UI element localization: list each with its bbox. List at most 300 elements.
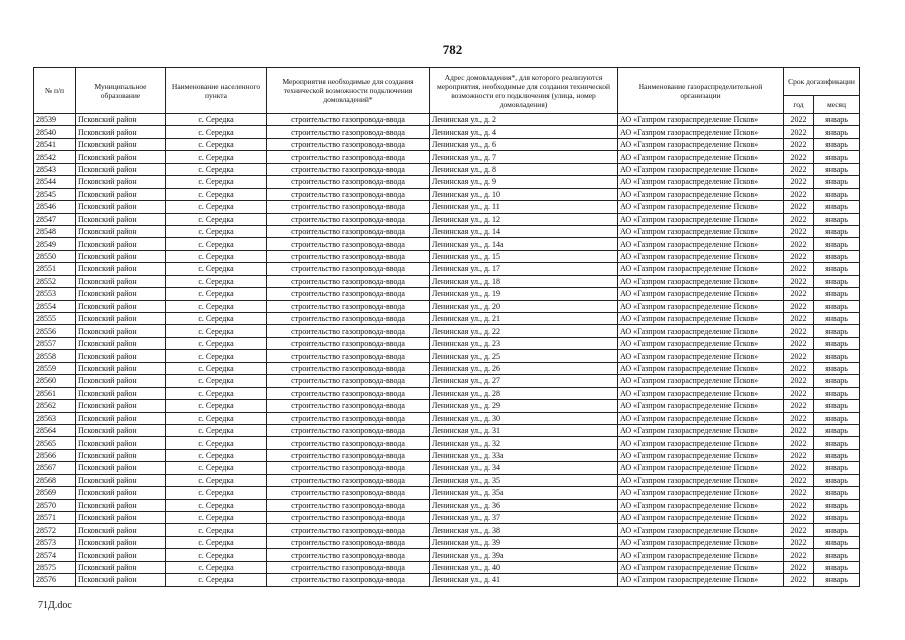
measure-cell: строительство газопровода-ввода — [267, 176, 430, 188]
year-cell: 2022 — [784, 499, 814, 511]
settlement-cell: с. Середка — [166, 114, 267, 126]
row-number-cell: 28558 — [34, 350, 76, 362]
table-row — [34, 512, 860, 524]
month-cell: январь — [814, 238, 860, 250]
month-cell: январь — [814, 300, 860, 312]
month-cell: январь — [814, 288, 860, 300]
month-cell: январь — [814, 499, 860, 511]
header-measures: Мероприятия необходимые для создания технической возможности подключения домовладений* — [267, 68, 430, 114]
month-cell: январь — [814, 275, 860, 287]
settlement-cell: с. Середка — [166, 250, 267, 262]
municipality-cell: Псковский район — [76, 263, 166, 275]
settlement-cell: с. Середка — [166, 225, 267, 237]
month-cell: январь — [814, 437, 860, 449]
measure-cell: строительство газопровода-ввода — [267, 561, 430, 573]
measure-cell: строительство газопровода-ввода — [267, 275, 430, 287]
year-cell: 2022 — [784, 474, 814, 486]
row-number-cell: 28544 — [34, 176, 76, 188]
measure-cell: строительство газопровода-ввода — [267, 499, 430, 511]
month-cell: январь — [814, 524, 860, 536]
row-number-cell: 28565 — [34, 437, 76, 449]
year-cell: 2022 — [784, 412, 814, 424]
settlement-cell: с. Середка — [166, 275, 267, 287]
settlement-cell: с. Середка — [166, 325, 267, 337]
measure-cell: строительство газопровода-ввода — [267, 449, 430, 461]
gas-org-cell: АО «Газпром газораспределение Псков» — [618, 151, 784, 163]
municipality-cell: Псковский район — [76, 350, 166, 362]
table-row — [34, 350, 860, 362]
table-row — [34, 238, 860, 250]
settlement-cell: с. Середка — [166, 512, 267, 524]
table-row — [34, 424, 860, 436]
table-row — [34, 524, 860, 536]
settlement-cell: с. Середка — [166, 487, 267, 499]
measure-cell: строительство газопровода-ввода — [267, 163, 430, 175]
row-number-cell: 28574 — [34, 549, 76, 561]
address-cell: Ленинская ул., д. 27 — [430, 375, 618, 387]
municipality-cell: Псковский район — [76, 300, 166, 312]
table-row — [34, 201, 860, 213]
table-row — [34, 163, 860, 175]
address-cell: Ленинская ул., д. 28 — [430, 387, 618, 399]
settlement-cell: с. Середка — [166, 524, 267, 536]
settlement-cell: с. Середка — [166, 424, 267, 436]
row-number-cell: 28571 — [34, 512, 76, 524]
gas-org-cell: АО «Газпром газораспределение Псков» — [618, 337, 784, 349]
measure-cell: строительство газопровода-ввода — [267, 400, 430, 412]
measure-cell: строительство газопровода-ввода — [267, 412, 430, 424]
municipality-cell: Псковский район — [76, 126, 166, 138]
year-cell: 2022 — [784, 114, 814, 126]
municipality-cell: Псковский район — [76, 524, 166, 536]
measure-cell: строительство газопровода-ввода — [267, 437, 430, 449]
table-header — [34, 68, 860, 114]
year-cell: 2022 — [784, 138, 814, 150]
measure-cell: строительство газопровода-ввода — [267, 201, 430, 213]
row-number-cell: 28556 — [34, 325, 76, 337]
municipality-cell: Псковский район — [76, 561, 166, 573]
municipality-cell: Псковский район — [76, 387, 166, 399]
municipality-cell: Псковский район — [76, 362, 166, 374]
month-cell: январь — [814, 487, 860, 499]
settlement-cell: с. Середка — [166, 362, 267, 374]
measure-cell: строительство газопровода-ввода — [267, 126, 430, 138]
page-number: 782 — [442, 42, 463, 57]
gas-org-cell: АО «Газпром газораспределение Псков» — [618, 536, 784, 548]
settlement-cell: с. Середка — [166, 375, 267, 387]
row-number-cell: 28572 — [34, 524, 76, 536]
address-cell: Ленинская ул., д. 35 — [430, 474, 618, 486]
month-cell: январь — [814, 424, 860, 436]
measure-cell: строительство газопровода-ввода — [267, 462, 430, 474]
table-row — [34, 138, 860, 150]
address-cell: Ленинская ул., д. 37 — [430, 512, 618, 524]
month-cell: январь — [814, 462, 860, 474]
gas-org-cell: АО «Газпром газораспределение Псков» — [618, 188, 784, 200]
row-number-cell: 28539 — [34, 114, 76, 126]
header-num: № п/п — [34, 68, 76, 114]
month-cell: январь — [814, 263, 860, 275]
municipality-cell: Псковский район — [76, 238, 166, 250]
settlement-cell: с. Середка — [166, 400, 267, 412]
year-cell: 2022 — [784, 387, 814, 399]
municipality-cell: Псковский район — [76, 163, 166, 175]
month-cell: январь — [814, 574, 860, 586]
table-row — [34, 337, 860, 349]
month-cell: январь — [814, 512, 860, 524]
gas-org-cell: АО «Газпром газораспределение Псков» — [618, 325, 784, 337]
gas-org-cell: АО «Газпром газораспределение Псков» — [618, 512, 784, 524]
row-number-cell: 28541 — [34, 138, 76, 150]
year-cell: 2022 — [784, 263, 814, 275]
table-row — [34, 474, 860, 486]
month-cell: январь — [814, 449, 860, 461]
gas-org-cell: АО «Газпром газораспределение Псков» — [618, 201, 784, 213]
table-row — [34, 313, 860, 325]
address-cell: Ленинская ул., д. 26 — [430, 362, 618, 374]
measure-cell: строительство газопровода-ввода — [267, 288, 430, 300]
gas-org-cell: АО «Газпром газораспределение Псков» — [618, 313, 784, 325]
year-cell: 2022 — [784, 213, 814, 225]
municipality-cell: Псковский район — [76, 412, 166, 424]
settlement-cell: с. Середка — [166, 163, 267, 175]
address-cell: Ленинская ул., д. 25 — [430, 350, 618, 362]
month-cell: январь — [814, 400, 860, 412]
year-cell: 2022 — [784, 524, 814, 536]
year-cell: 2022 — [784, 188, 814, 200]
municipality-cell: Псковский район — [76, 275, 166, 287]
year-cell: 2022 — [784, 300, 814, 312]
municipality-cell: Псковский район — [76, 375, 166, 387]
address-cell: Ленинская ул., д. 9 — [430, 176, 618, 188]
month-cell: январь — [814, 163, 860, 175]
municipality-cell: Псковский район — [76, 288, 166, 300]
settlement-cell: с. Середка — [166, 176, 267, 188]
table-row — [34, 325, 860, 337]
measure-cell: строительство газопровода-ввода — [267, 300, 430, 312]
gas-org-cell: АО «Газпром газораспределение Псков» — [618, 412, 784, 424]
address-cell: Ленинская ул., д. 29 — [430, 400, 618, 412]
row-number-cell: 28566 — [34, 449, 76, 461]
municipality-cell: Псковский район — [76, 499, 166, 511]
gas-org-cell: АО «Газпром газораспределение Псков» — [618, 126, 784, 138]
year-cell: 2022 — [784, 337, 814, 349]
municipality-cell: Псковский район — [76, 549, 166, 561]
measure-cell: строительство газопровода-ввода — [267, 536, 430, 548]
table-row — [34, 250, 860, 262]
row-number-cell: 28557 — [34, 337, 76, 349]
table-row — [34, 275, 860, 287]
table-row — [34, 574, 860, 586]
row-number-cell: 28569 — [34, 487, 76, 499]
header-month: месяц — [814, 96, 860, 114]
gas-org-cell: АО «Газпром газораспределение Псков» — [618, 250, 784, 262]
row-number-cell: 28568 — [34, 474, 76, 486]
address-cell: Ленинская ул., д. 12 — [430, 213, 618, 225]
address-cell: Ленинская ул., д. 32 — [430, 437, 618, 449]
municipality-cell: Псковский район — [76, 462, 166, 474]
table-row — [34, 126, 860, 138]
address-cell: Ленинская ул., д. 41 — [430, 574, 618, 586]
row-number-cell: 28550 — [34, 250, 76, 262]
municipality-cell: Псковский район — [76, 337, 166, 349]
municipality-cell: Псковский район — [76, 313, 166, 325]
measure-cell: строительство газопровода-ввода — [267, 474, 430, 486]
header-settlement: Наименование населенного пункта — [166, 68, 267, 114]
measure-cell: строительство газопровода-ввода — [267, 512, 430, 524]
row-number-cell: 28561 — [34, 387, 76, 399]
municipality-cell: Псковский район — [76, 474, 166, 486]
row-number-cell: 28562 — [34, 400, 76, 412]
file-name-footer: 71Д.doc — [38, 600, 72, 611]
table-row — [34, 225, 860, 237]
header-year: год — [784, 96, 814, 114]
year-cell: 2022 — [784, 400, 814, 412]
settlement-cell: с. Середка — [166, 138, 267, 150]
year-cell: 2022 — [784, 176, 814, 188]
settlement-cell: с. Середка — [166, 462, 267, 474]
table-row — [34, 176, 860, 188]
year-cell: 2022 — [784, 238, 814, 250]
month-cell: январь — [814, 375, 860, 387]
month-cell: январь — [814, 362, 860, 374]
gas-org-cell: АО «Газпром газораспределение Псков» — [618, 387, 784, 399]
row-number-cell: 28559 — [34, 362, 76, 374]
gas-org-cell: АО «Газпром газораспределение Псков» — [618, 138, 784, 150]
settlement-cell: с. Середка — [166, 549, 267, 561]
table-row — [34, 151, 860, 163]
table-body — [34, 114, 860, 587]
gas-org-cell: АО «Газпром газораспределение Псков» — [618, 574, 784, 586]
year-cell: 2022 — [784, 574, 814, 586]
row-number-cell: 28540 — [34, 126, 76, 138]
row-number-cell: 28575 — [34, 561, 76, 573]
table-row — [34, 188, 860, 200]
municipality-cell: Псковский район — [76, 487, 166, 499]
settlement-cell: с. Середка — [166, 238, 267, 250]
gas-org-cell: АО «Газпром газораспределение Псков» — [618, 375, 784, 387]
address-cell: Ленинская ул., д. 19 — [430, 288, 618, 300]
row-number-cell: 28548 — [34, 225, 76, 237]
settlement-cell: с. Середка — [166, 213, 267, 225]
year-cell: 2022 — [784, 163, 814, 175]
month-cell: январь — [814, 188, 860, 200]
address-cell: Ленинская ул., д. 14 — [430, 225, 618, 237]
gas-org-cell: АО «Газпром газораспределение Псков» — [618, 437, 784, 449]
municipality-cell: Псковский район — [76, 400, 166, 412]
table-row — [34, 114, 860, 126]
gas-org-cell: АО «Газпром газораспределение Псков» — [618, 350, 784, 362]
row-number-cell: 28552 — [34, 275, 76, 287]
address-cell: Ленинская ул., д. 22 — [430, 325, 618, 337]
table-row — [34, 499, 860, 511]
month-cell: январь — [814, 225, 860, 237]
row-number-cell: 28542 — [34, 151, 76, 163]
address-cell: Ленинская ул., д. 2 — [430, 114, 618, 126]
settlement-cell: с. Середка — [166, 300, 267, 312]
address-cell: Ленинская ул., д. 38 — [430, 524, 618, 536]
address-cell: Ленинская ул., д. 30 — [430, 412, 618, 424]
settlement-cell: с. Середка — [166, 574, 267, 586]
year-cell: 2022 — [784, 126, 814, 138]
year-cell: 2022 — [784, 350, 814, 362]
header-deadline: Срок догазификации — [784, 68, 860, 96]
year-cell: 2022 — [784, 313, 814, 325]
gasification-table — [33, 67, 860, 587]
municipality-cell: Псковский район — [76, 151, 166, 163]
measure-cell: строительство газопровода-ввода — [267, 524, 430, 536]
measure-cell: строительство газопровода-ввода — [267, 263, 430, 275]
municipality-cell: Псковский район — [76, 225, 166, 237]
gas-org-cell: АО «Газпром газораспределение Псков» — [618, 225, 784, 237]
measure-cell: строительство газопровода-ввода — [267, 213, 430, 225]
measure-cell: строительство газопровода-ввода — [267, 350, 430, 362]
address-cell: Ленинская ул., д. 11 — [430, 201, 618, 213]
year-cell: 2022 — [784, 151, 814, 163]
table-row — [34, 300, 860, 312]
table-row — [34, 412, 860, 424]
settlement-cell: с. Середка — [166, 313, 267, 325]
address-cell: Ленинская ул., д. 14а — [430, 238, 618, 250]
settlement-cell: с. Середка — [166, 412, 267, 424]
year-cell: 2022 — [784, 201, 814, 213]
address-cell: Ленинская ул., д. 10 — [430, 188, 618, 200]
table-row — [34, 375, 860, 387]
month-cell: январь — [814, 325, 860, 337]
month-cell: январь — [814, 201, 860, 213]
settlement-cell: с. Середка — [166, 188, 267, 200]
row-number-cell: 28555 — [34, 313, 76, 325]
year-cell: 2022 — [784, 288, 814, 300]
settlement-cell: с. Середка — [166, 474, 267, 486]
row-number-cell: 28576 — [34, 574, 76, 586]
year-cell: 2022 — [784, 512, 814, 524]
municipality-cell: Псковский район — [76, 325, 166, 337]
month-cell: январь — [814, 412, 860, 424]
table-row — [34, 561, 860, 573]
measure-cell: строительство газопровода-ввода — [267, 424, 430, 436]
address-cell: Ленинская ул., д. 17 — [430, 263, 618, 275]
table-row — [34, 387, 860, 399]
settlement-cell: с. Середка — [166, 561, 267, 573]
measure-cell: строительство газопровода-ввода — [267, 574, 430, 586]
row-number-cell: 28570 — [34, 499, 76, 511]
gas-org-cell: АО «Газпром газораспределение Псков» — [618, 288, 784, 300]
measure-cell: строительство газопровода-ввода — [267, 313, 430, 325]
measure-cell: строительство газопровода-ввода — [267, 387, 430, 399]
municipality-cell: Псковский район — [76, 201, 166, 213]
table-row — [34, 362, 860, 374]
measure-cell: строительство газопровода-ввода — [267, 188, 430, 200]
row-number-cell: 28547 — [34, 213, 76, 225]
month-cell: январь — [814, 176, 860, 188]
row-number-cell: 28553 — [34, 288, 76, 300]
address-cell: Ленинская ул., д. 15 — [430, 250, 618, 262]
gas-org-cell: АО «Газпром газораспределение Псков» — [618, 275, 784, 287]
address-cell: Ленинская ул., д. 6 — [430, 138, 618, 150]
month-cell: январь — [814, 126, 860, 138]
year-cell: 2022 — [784, 536, 814, 548]
settlement-cell: с. Середка — [166, 449, 267, 461]
year-cell: 2022 — [784, 424, 814, 436]
year-cell: 2022 — [784, 275, 814, 287]
row-number-cell: 28573 — [34, 536, 76, 548]
address-cell: Ленинская ул., д. 34 — [430, 462, 618, 474]
address-cell: Ленинская ул., д. 8 — [430, 163, 618, 175]
gas-org-cell: АО «Газпром газораспределение Псков» — [618, 524, 784, 536]
year-cell: 2022 — [784, 325, 814, 337]
gas-org-cell: АО «Газпром газораспределение Псков» — [618, 549, 784, 561]
month-cell: январь — [814, 337, 860, 349]
table-row — [34, 213, 860, 225]
row-number-cell: 28549 — [34, 238, 76, 250]
address-cell: Ленинская ул., д. 21 — [430, 313, 618, 325]
row-number-cell: 28543 — [34, 163, 76, 175]
gas-org-cell: АО «Газпром газораспределение Псков» — [618, 474, 784, 486]
row-number-cell: 28551 — [34, 263, 76, 275]
month-cell: январь — [814, 474, 860, 486]
month-cell: январь — [814, 561, 860, 573]
month-cell: январь — [814, 387, 860, 399]
settlement-cell: с. Середка — [166, 263, 267, 275]
row-number-cell: 28545 — [34, 188, 76, 200]
gas-org-cell: АО «Газпром газораспределение Псков» — [618, 238, 784, 250]
month-cell: январь — [814, 549, 860, 561]
municipality-cell: Псковский район — [76, 512, 166, 524]
measure-cell: строительство газопровода-ввода — [267, 549, 430, 561]
table-row — [34, 487, 860, 499]
measure-cell: строительство газопровода-ввода — [267, 375, 430, 387]
settlement-cell: с. Середка — [166, 337, 267, 349]
measure-cell: строительство газопровода-ввода — [267, 325, 430, 337]
gas-org-cell: АО «Газпром газораспределение Псков» — [618, 449, 784, 461]
measure-cell: строительство газопровода-ввода — [267, 487, 430, 499]
month-cell: январь — [814, 350, 860, 362]
table-row — [34, 437, 860, 449]
municipality-cell: Псковский район — [76, 138, 166, 150]
gas-org-cell: АО «Газпром газораспределение Псков» — [618, 163, 784, 175]
measure-cell: строительство газопровода-ввода — [267, 225, 430, 237]
gas-org-cell: АО «Газпром газораспределение Псков» — [618, 424, 784, 436]
gas-org-cell: АО «Газпром газораспределение Псков» — [618, 176, 784, 188]
address-cell: Ленинская ул., д. 23 — [430, 337, 618, 349]
month-cell: январь — [814, 138, 860, 150]
year-cell: 2022 — [784, 449, 814, 461]
municipality-cell: Псковский район — [76, 213, 166, 225]
municipality-cell: Псковский район — [76, 574, 166, 586]
header-address: Адрес домовладения*, для которого реализуются мероприятия, необходимые для создания технической возможности его подключения (улица, номер домовладения) — [430, 68, 618, 114]
gas-org-cell: АО «Газпром газораспределение Псков» — [618, 487, 784, 499]
gas-org-cell: АО «Газпром газораспределение Псков» — [618, 499, 784, 511]
settlement-cell: с. Середка — [166, 201, 267, 213]
measure-cell: строительство газопровода-ввода — [267, 250, 430, 262]
table-row — [34, 400, 860, 412]
address-cell: Ленинская ул., д. 20 — [430, 300, 618, 312]
year-cell: 2022 — [784, 487, 814, 499]
municipality-cell: Псковский район — [76, 424, 166, 436]
table-row — [34, 462, 860, 474]
year-cell: 2022 — [784, 437, 814, 449]
gas-org-cell: АО «Газпром газораспределение Псков» — [618, 400, 784, 412]
address-cell: Ленинская ул., д. 31 — [430, 424, 618, 436]
address-cell: Ленинская ул., д. 39а — [430, 549, 618, 561]
municipality-cell: Псковский район — [76, 437, 166, 449]
measure-cell: строительство газопровода-ввода — [267, 114, 430, 126]
municipality-cell: Псковский район — [76, 114, 166, 126]
month-cell: январь — [814, 250, 860, 262]
month-cell: январь — [814, 536, 860, 548]
year-cell: 2022 — [784, 225, 814, 237]
